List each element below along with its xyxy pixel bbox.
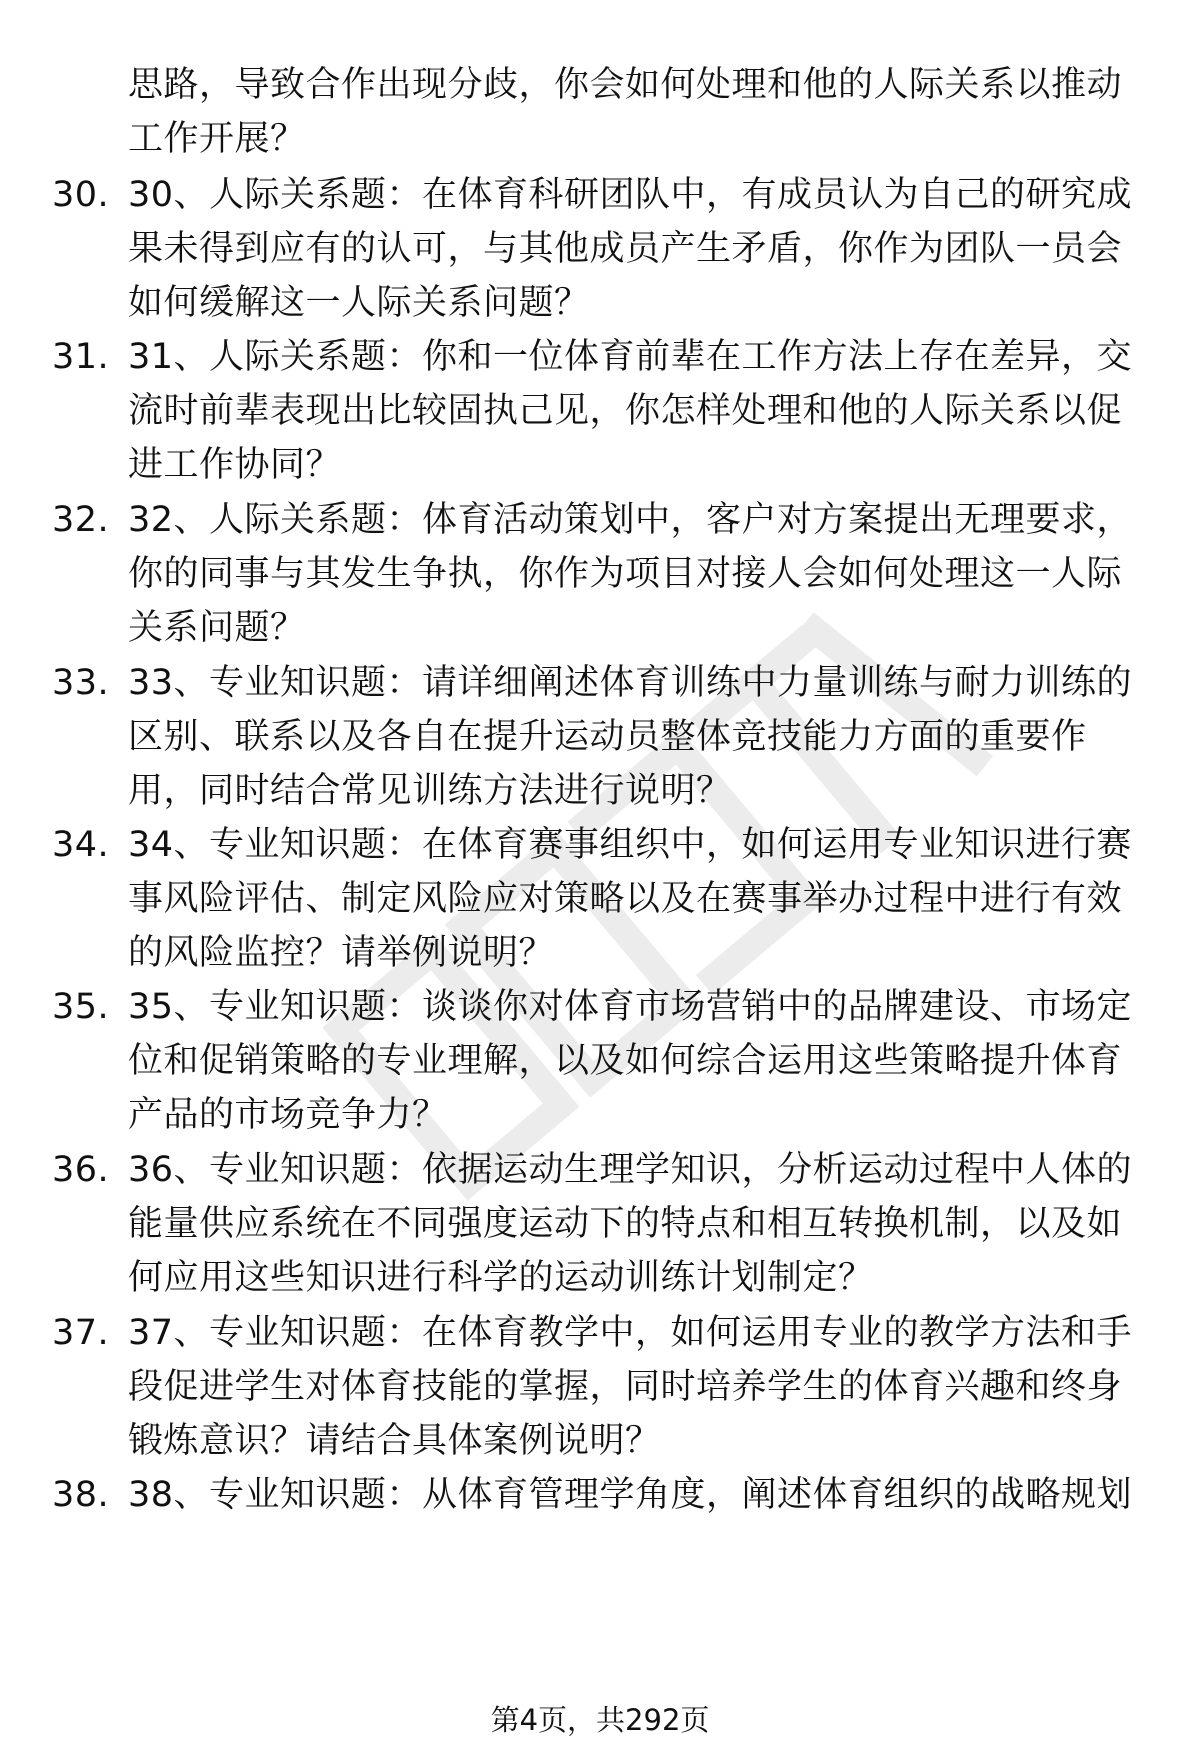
continued-item-text bbox=[128, 58, 1158, 166]
text-line: 的风险监控？请举例说明？ bbox=[128, 933, 555, 973]
text-line: 你的同事与其发生争执，你作为项目对接人会如何处理这一人际 bbox=[128, 554, 1123, 594]
text-line: 产品的市场竞争力？ bbox=[128, 1095, 448, 1135]
text-line: 31、人际关系题：你和一位体育前辈在工作方法上存在差异，交 bbox=[128, 337, 1133, 377]
item-number: 30. bbox=[52, 175, 110, 215]
item-text bbox=[128, 493, 1158, 655]
text-line: 33、专业知识题：请详细阐述体育训练中力量训练与耐力训练的 bbox=[128, 663, 1133, 703]
text-line: 如何缓解这一人际关系问题？ bbox=[128, 283, 590, 323]
text-line: 32、人际关系题：体育活动策划中，客户对方案提出无理要求， bbox=[128, 500, 1133, 540]
text-line: 何应用这些知识进行科学的运动训练计划制定？ bbox=[128, 1258, 874, 1298]
page-indicator: 第4页，共292页 bbox=[490, 1703, 710, 1737]
item-text bbox=[128, 656, 1158, 818]
item-text bbox=[128, 818, 1158, 980]
item-number: 32. bbox=[52, 500, 110, 540]
text-line: 35、专业知识题：谈谈你对体育市场营销中的品牌建设、市场定 bbox=[128, 987, 1133, 1027]
text-line: 能量供应系统在不同强度运动下的特点和相互转换机制，以及如 bbox=[128, 1204, 1123, 1244]
text-line: 34、专业知识题：在体育赛事组织中，如何运用专业知识进行赛 bbox=[128, 825, 1133, 865]
text-line: 锻炼意识？请结合具体案例说明？ bbox=[128, 1421, 661, 1461]
text-line: 果未得到应有的认可，与其他成员产生矛盾，你作为团队一员会 bbox=[128, 229, 1123, 269]
text-line: 关系问题？ bbox=[128, 608, 306, 648]
text-line: 37、专业知识题：在体育教学中，如何运用专业的教学方法和手 bbox=[128, 1313, 1133, 1353]
item-number: 37. bbox=[52, 1313, 110, 1353]
item-text bbox=[128, 1143, 1158, 1305]
text-line: 位和促销策略的专业理解，以及如何综合运用这些策略提升体育 bbox=[128, 1041, 1123, 1081]
item-number: 38. bbox=[52, 1475, 110, 1515]
text-line: 区别、联系以及各自在提升运动员整体竞技能力方面的重要作 bbox=[128, 717, 1087, 757]
item-number: 34. bbox=[52, 825, 110, 865]
text-line: 工作开展？ bbox=[128, 119, 306, 159]
item-text bbox=[128, 168, 1158, 330]
text-line: 思路，导致合作出现分歧，你会如何处理和他的人际关系以推动 bbox=[128, 65, 1123, 105]
item-number: 31. bbox=[52, 337, 110, 377]
item-text bbox=[128, 330, 1158, 492]
text-line: 30、人际关系题：在体育科研团队中，有成员认为自己的研究成 bbox=[128, 175, 1133, 215]
text-line: 事风险评估、制定风险应对策略以及在赛事举办过程中进行有效 bbox=[128, 879, 1123, 919]
text-line: 段促进学生对体育技能的掌握，同时培养学生的体育兴趣和终身 bbox=[128, 1367, 1123, 1407]
text-line: 36、专业知识题：依据运动生理学知识，分析运动过程中人体的 bbox=[128, 1150, 1133, 1190]
text-line: 进工作协同？ bbox=[128, 445, 342, 485]
text-line: 用，同时结合常见训练方法进行说明？ bbox=[128, 771, 732, 811]
text-line: 流时前辈表现出比较固执己见，你怎样处理和他的人际关系以促 bbox=[128, 391, 1123, 431]
text-line: 38、专业知识题：从体育管理学角度，阐述体育组织的战略规划 bbox=[128, 1475, 1133, 1515]
item-number: 35. bbox=[52, 987, 110, 1027]
item-number: 36. bbox=[52, 1150, 110, 1190]
item-text bbox=[128, 1468, 1158, 1522]
item-text bbox=[128, 1306, 1158, 1468]
item-number: 33. bbox=[52, 663, 110, 703]
item-text bbox=[128, 980, 1158, 1142]
